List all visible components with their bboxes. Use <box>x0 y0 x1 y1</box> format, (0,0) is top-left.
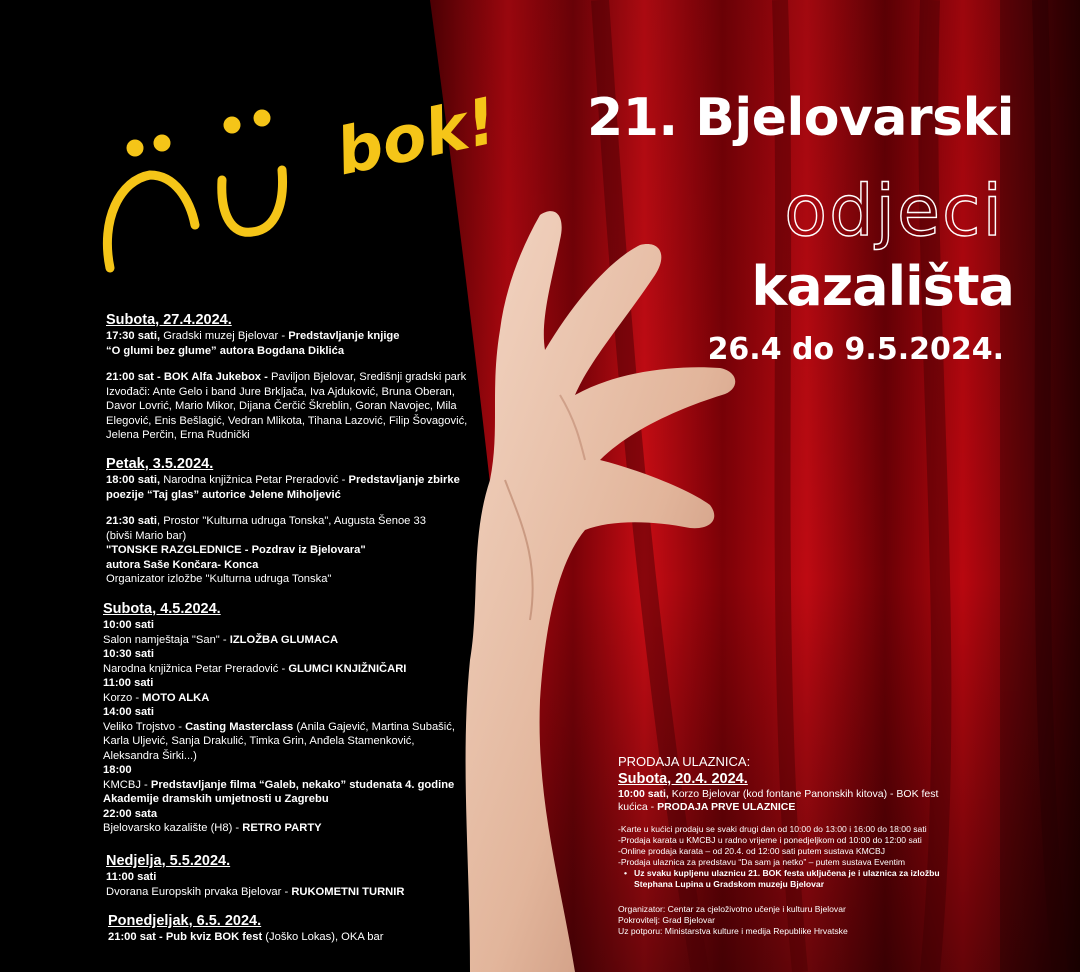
schedule-line: 10:00 sati <box>103 619 154 631</box>
title-line-3: kazališta <box>751 255 1014 318</box>
schedule-line: poezije “Taj glas” autorice Jelene Miholjević <box>106 488 341 501</box>
schedule-line: Organizator izložbe "Kulturna udruga Tonska" <box>106 573 332 585</box>
schedule-line: 14:00 sati <box>103 706 154 718</box>
schedule-line: 10:30 sati <box>103 648 154 660</box>
schedule-line: 11:00 sati <box>103 677 154 689</box>
ticket-sales-section <box>618 754 940 937</box>
ticket-sales-line: kućica - PRODAJA PRVE ULAZNICE <box>618 801 796 813</box>
schedule-day-heading: Ponedjeljak, 6.5. 2024. <box>108 913 262 929</box>
schedule-line: Veliko Trojstvo - Casting Masterclass (Anila Gajević, Martina Subašić, <box>103 720 455 733</box>
schedule-line: Akademije dramskih umjetnosti u Zagrebu <box>103 793 329 805</box>
credit-line: Organizator: Centar za cjeloživotno učenje i kulturu Bjelovar <box>618 904 846 914</box>
schedule-day-heading: Nedjelja, 5.5.2024. <box>106 853 231 869</box>
schedule-block-3 <box>103 600 455 836</box>
festival-dates: 26.4 do 9.5.2024. <box>707 332 1004 367</box>
ticket-note: -Prodaja karata u KMCBJ u radno vrijeme i ponedjeljkom od 10:00 do 12:00 sati <box>618 835 922 845</box>
credit-line: Pokrovitelj: Grad Bjelovar <box>618 915 715 925</box>
ticket-note: -Online prodaja karata – od 20.4. od 12:00 sati putem sustava KMCBJ <box>618 846 886 856</box>
schedule-line: 17:30 sati, Gradski muzej Bjelovar - Predstavljanje knjige <box>106 330 400 342</box>
ticket-sales-heading: PRODAJA ULAZNICA: <box>618 754 751 769</box>
schedule-line: 18:00 sati, Narodna knjižnica Petar Preradović - Predstavljanje zbirke <box>106 474 460 486</box>
schedule-day-heading: Subota, 27.4.2024. <box>106 312 232 328</box>
schedule-line: Elegović, Enis Bešlagić, Vedran Mlikota, Tihana Lazović, Filip Šovagović, <box>106 414 468 427</box>
ticket-bullet-note-cont: Stephana Lupina u Gradskom muzeju Bjelovar <box>634 879 825 889</box>
schedule-block-4 <box>106 852 404 899</box>
ticket-bullet-note: • Uz svaku kupljenu ulaznicu 21. BOK festa uključena je i ulaznica za izložbu <box>618 868 940 879</box>
schedule-line: 11:00 sati <box>106 871 157 883</box>
schedule-line: KMCBJ - Predstavljanje filma “Galeb, nekako” studenata 4. godine <box>103 778 455 791</box>
schedule-block-1 <box>106 311 467 443</box>
schedule-line: Dvorana Europskih prvaka Bjelovar - RUKOMETNI TURNIR <box>106 885 405 898</box>
schedule-line: Bjelovarsko kazalište (H8) - RETRO PARTY <box>103 822 322 834</box>
schedule-line: Karla Uljević, Sanja Drakulić, Timka Grin, Anđela Stamenković, <box>103 735 415 747</box>
schedule-line: 22:00 sata <box>103 807 158 820</box>
schedule-line: 21:30 sati, Prostor "Kulturna udruga Tonska", Augusta Šenoe 33 <box>106 515 426 527</box>
schedule-line: 21:00 sat - BOK Alfa Jukebox - Paviljon Bjelovar, Središnji gradski park <box>106 371 467 383</box>
schedule-day-heading: Subota, 4.5.2024. <box>103 601 221 617</box>
schedule-block-5 <box>108 912 383 945</box>
schedule-line: Korzo - MOTO ALKA <box>103 691 210 704</box>
schedule-line: autora Saše Končara- Konca <box>106 558 259 571</box>
ticket-sales-line: 10:00 sati, Korzo Bjelovar (kod fontane Panonskih kitova) - BOK fest <box>618 788 939 800</box>
schedule-line: Izvođači: Ante Gelo i band Jure Brkljača, Iva Ajduković, Bruna Oberan, <box>106 385 455 398</box>
schedule-line: Narodna knjižnica Petar Preradović - GLUMCI KNJIŽNIČARI <box>103 662 407 675</box>
schedule-line: “O glumi bez glume” autora Bogdana Diklića <box>106 344 345 357</box>
schedule-line: (bivši Mario bar) <box>106 529 187 542</box>
ticket-sales-day: Subota, 20.4. 2024. <box>618 771 748 787</box>
credit-line: Uz potporu: Ministarstva kulture i medija Republike Hrvatske <box>618 926 848 936</box>
ticket-note: -Prodaja ulaznica za predstavu “Da sam ja netko” – putem sustava Eventim <box>618 857 906 867</box>
schedule-line: Jelena Perčin, Erna Rudnički <box>106 429 250 441</box>
schedule-block-2 <box>106 455 460 587</box>
schedule-line: 21:00 sat - Pub kviz BOK fest (Joško Lokas), OKA bar <box>108 931 384 943</box>
schedule-line: Salon namještaja "San" - IZLOŽBA GLUMACA <box>103 633 339 646</box>
schedule-day-heading: Petak, 3.5.2024. <box>106 456 214 472</box>
schedule-line: Aleksandra Širki...) <box>103 749 197 762</box>
ticket-note: -Karte u kućici prodaju se svaki drugi dan od 10:00 do 13:00 i 16:00 do 18:00 sati <box>618 824 927 834</box>
logo-text: bok! <box>330 84 504 191</box>
schedule-line: 18:00 <box>103 764 132 776</box>
title-line-2: odjeci <box>784 170 1004 252</box>
schedule-line: Davor Lovrić, Mario Mikor, Dijana Čerčić Škreblin, Goran Navojec, Mila <box>106 400 457 412</box>
title-line-1: 21. Bjelovarski <box>587 88 1014 148</box>
schedule-line: "TONSKE RAZGLEDNICE - Pozdrav iz Bjelovara" <box>106 544 366 556</box>
